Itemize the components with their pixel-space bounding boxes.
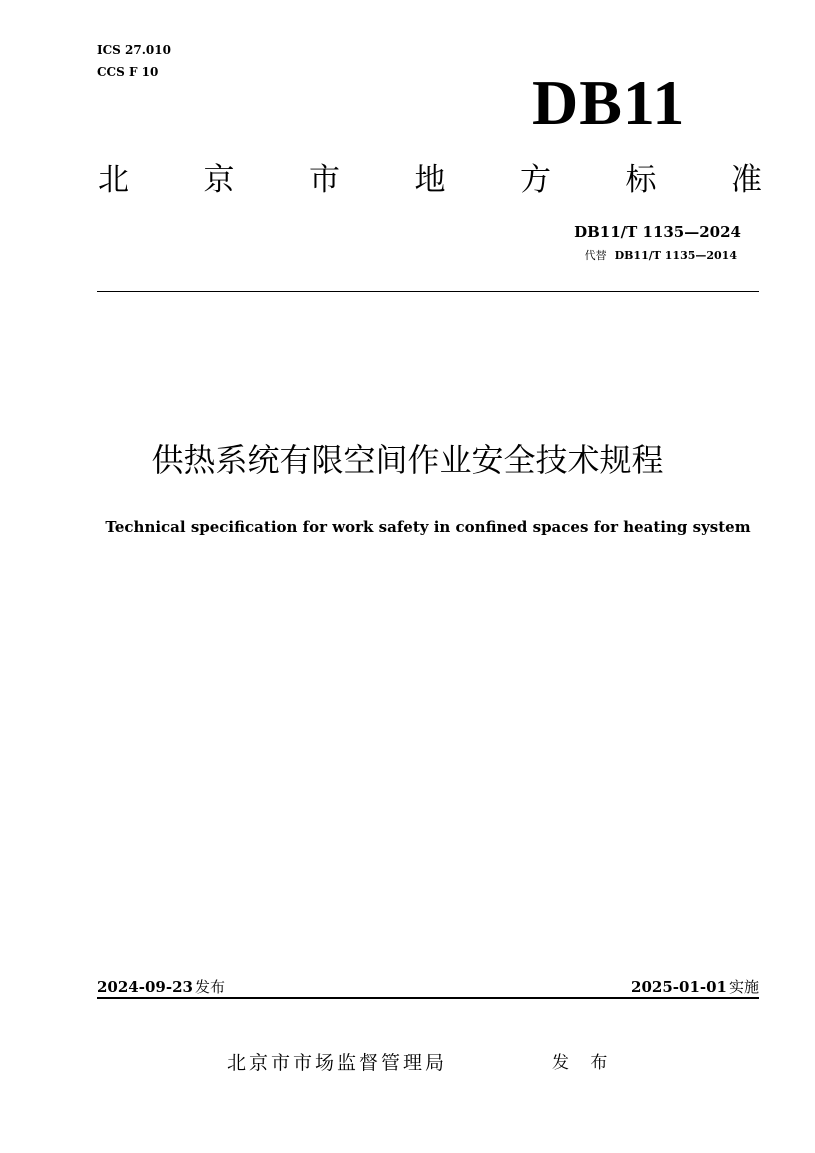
replaces-line [585, 248, 737, 264]
footer-divider [97, 997, 759, 999]
replaces-label: 代替 [584, 249, 607, 262]
standard-type-char: 标 [625, 162, 657, 198]
ccs-code: CCS F 10 [97, 65, 159, 79]
standard-type-char: 地 [414, 162, 446, 198]
standard-type-heading [98, 160, 762, 200]
standard-type-char: 京 [203, 162, 235, 198]
issue-date-line [97, 977, 225, 998]
standard-type-char: 市 [309, 162, 340, 198]
implement-date-line [631, 977, 759, 998]
issue-word: 发 布 [552, 1053, 616, 1073]
standard-type-char: 方 [520, 162, 551, 198]
issuer-name: 北京市市场监督管理局 [227, 1052, 448, 1074]
issue-label: 发布 [194, 978, 225, 996]
db11-logo: DB11 [532, 67, 686, 138]
standard-type-char: 北 [98, 162, 129, 198]
replaces-number: DB11/T 1135—2014 [614, 249, 737, 262]
standard-type-char: 准 [731, 162, 762, 198]
implement-date: 2025-01-01 [631, 978, 727, 996]
issue-date: 2024-09-23 [97, 978, 193, 996]
header-divider [97, 291, 759, 292]
ics-code: ICS 27.010 [97, 43, 171, 57]
title-chinese: 供热系统有限空间作业安全技术规程 [151, 441, 664, 479]
implement-label: 实施 [728, 978, 759, 996]
standard-number: DB11/T 1135—2024 [574, 223, 741, 241]
title-english: Technical specification for work safety in confined spaces for heating system [105, 518, 751, 536]
